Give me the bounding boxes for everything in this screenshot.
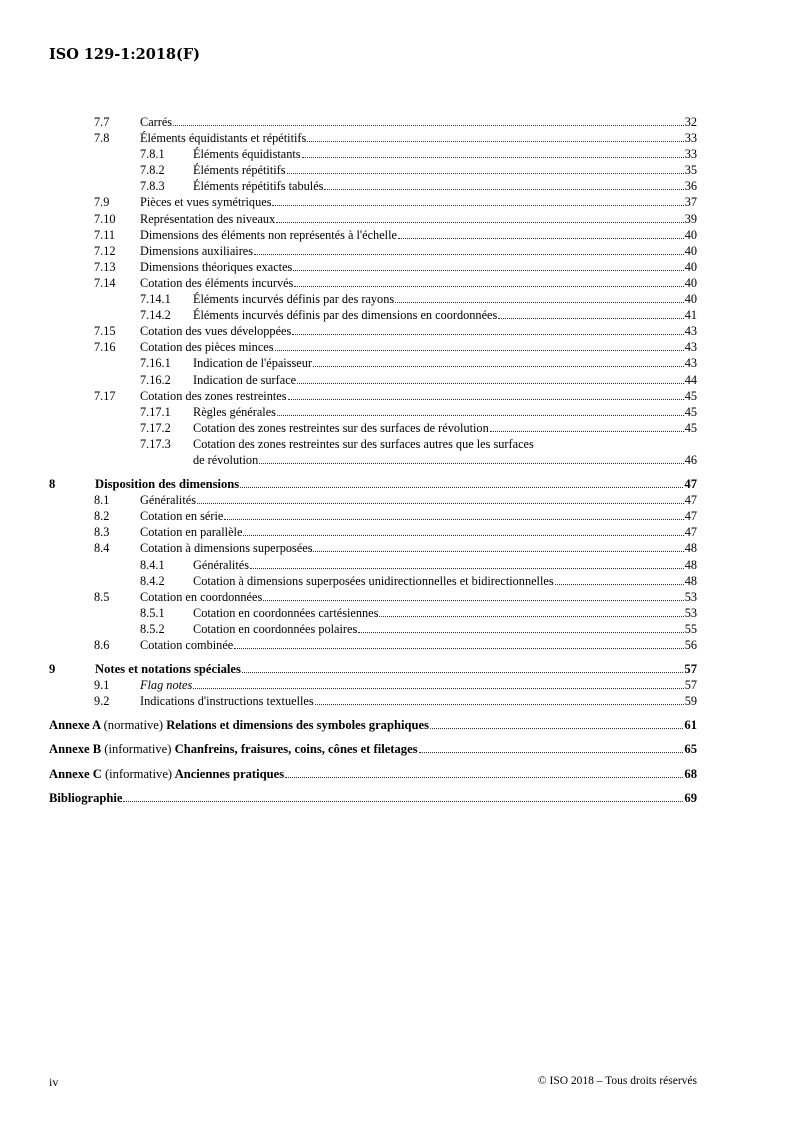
- toc-entry-line: [140, 227, 697, 243]
- toc-entry[interactable]: [0, 693, 793, 709]
- toc-entry[interactable]: [0, 194, 793, 210]
- toc-entry-line: [193, 146, 697, 162]
- annex-type: (informative): [104, 766, 173, 781]
- toc-entry-page: 48: [684, 573, 697, 588]
- dot-leader: [313, 355, 684, 367]
- toc-entry-page: 48: [684, 557, 697, 572]
- section-gap: [0, 733, 793, 741]
- toc-entry-page: 37: [684, 195, 697, 210]
- toc-entry-title: Éléments équidistants et répétitifs: [140, 131, 307, 146]
- toc-entry[interactable]: [0, 605, 793, 621]
- toc-entry-page: 57: [684, 678, 697, 693]
- dot-leader: [297, 372, 684, 384]
- toc-entry-title: de révolution: [193, 452, 259, 467]
- toc-entry-title: Cotation en coordonnées polaires: [193, 621, 358, 636]
- dot-leader: [313, 540, 683, 552]
- dot-leader: [287, 162, 684, 174]
- toc-entry-title: Représentation des niveaux: [140, 211, 276, 226]
- toc-entry-number: 7.15: [94, 324, 116, 339]
- toc-entry[interactable]: [0, 436, 793, 452]
- toc-entry-line: [140, 508, 697, 524]
- toc-entry-line: [140, 259, 697, 275]
- toc-entry-line: [193, 557, 697, 573]
- toc-entry-line: [193, 372, 697, 388]
- toc-entry-page: 59: [684, 694, 697, 709]
- toc-entry-title: Cotation en coordonnées: [140, 589, 263, 604]
- toc-entry-number: 7.8.1: [140, 147, 165, 162]
- toc-entry-title: Dimensions auxiliaires: [140, 243, 254, 258]
- toc-entry-title: Généralités: [193, 557, 249, 572]
- toc-entry-number: 8: [49, 477, 56, 492]
- toc-entry[interactable]: [0, 508, 793, 524]
- toc-entry-page: 43: [684, 324, 697, 339]
- toc-entry-title: Cotation des éléments incurvés: [140, 275, 294, 290]
- dot-leader: [288, 388, 684, 400]
- toc-entry-number: 7.12: [94, 243, 116, 258]
- toc-entry-title: Cotation des zones restreintes sur des surfaces de révolution: [193, 420, 489, 435]
- dot-leader: [275, 339, 684, 351]
- annex-title: Anciennes pratiques: [174, 766, 285, 781]
- toc-entry-title: Cotation combinée: [140, 638, 234, 652]
- dot-leader: [240, 476, 683, 488]
- toc-entry-line: [95, 661, 697, 677]
- toc-entry-line: [193, 420, 697, 436]
- dot-leader: [173, 114, 684, 126]
- toc-entry[interactable]: [0, 114, 793, 130]
- annex-entry[interactable]: [0, 741, 793, 757]
- toc-entry-number: 7.17: [94, 388, 116, 403]
- section-gap: [0, 468, 793, 476]
- toc-entry-line: [193, 452, 697, 468]
- dot-leader: [242, 661, 684, 673]
- toc-entry[interactable]: [0, 420, 793, 436]
- toc-entry-title: Éléments incurvés définis par des rayons: [193, 292, 395, 307]
- toc-entry-title: Cotation à dimensions superposées unidirectionnelles et bidirectionnelles: [193, 573, 554, 588]
- toc-entry[interactable]: [0, 307, 793, 323]
- toc-entry[interactable]: [0, 621, 793, 637]
- copyright-notice: © ISO 2018 – Tous droits réservés: [537, 1075, 697, 1087]
- toc-entry[interactable]: [0, 275, 793, 291]
- toc-entry-number: 7.13: [94, 259, 116, 274]
- toc-entry-line: [140, 243, 697, 259]
- section-gap: [0, 709, 793, 717]
- toc-entry-number: 7.16: [94, 340, 116, 355]
- toc-entry-line: [49, 741, 697, 757]
- toc-entry-page: 40: [684, 243, 697, 258]
- toc-entry-page: 40: [684, 259, 697, 274]
- toc-entry-number: 7.17.2: [140, 420, 171, 435]
- toc-entry-page: 56: [684, 638, 697, 652]
- toc-entry[interactable]: [0, 476, 793, 492]
- toc-entry-line: [49, 790, 697, 806]
- toc-entry-title: Carrés: [140, 115, 173, 129]
- toc-entry-page: 53: [684, 589, 697, 604]
- toc-entry[interactable]: [0, 339, 793, 355]
- toc-entry-line: [193, 291, 697, 307]
- annex-label: Annexe B: [49, 742, 102, 757]
- toc-entry-page: 35: [684, 163, 697, 178]
- toc-entry[interactable]: [0, 323, 793, 339]
- dot-leader: [302, 146, 684, 158]
- toc-entry-title: Éléments répétitifs tabulés: [193, 179, 324, 194]
- toc-entry-page: 55: [684, 621, 697, 636]
- dot-leader: [276, 211, 683, 223]
- annex-label: Annexe C: [49, 766, 102, 781]
- dot-leader: [272, 194, 683, 206]
- annex-title-group: [49, 766, 284, 782]
- toc-entry[interactable]: [0, 243, 793, 259]
- dot-leader: [430, 717, 683, 729]
- toc-entry-number: 7.14.1: [140, 292, 171, 307]
- toc-entry-number: 7.8.3: [140, 179, 165, 194]
- toc-entry-title: Cotation des pièces minces: [140, 340, 274, 355]
- dot-leader: [123, 790, 683, 802]
- toc-entry-page: 40: [684, 292, 697, 307]
- toc-entry-title: Notes et notations spéciales: [95, 662, 241, 677]
- toc-entry-page: 44: [684, 372, 697, 387]
- toc-entry[interactable]: [0, 162, 793, 178]
- toc-entry-line: [140, 524, 697, 540]
- toc-entry-line: [140, 540, 697, 556]
- toc-entry-page: 57: [684, 662, 697, 677]
- toc-entry-line: [140, 589, 697, 605]
- dot-leader: [277, 404, 684, 416]
- toc-entry-line: [140, 492, 697, 508]
- toc-entry-line: [140, 194, 697, 210]
- toc-entry-number: 7.8: [94, 131, 110, 146]
- toc-entry-page: 39: [684, 211, 697, 226]
- toc-entry-number: 9: [49, 662, 56, 677]
- toc-entry-number: 7.14.2: [140, 308, 171, 323]
- toc-entry-number: 7.16.1: [140, 356, 171, 371]
- toc-entry-page: 47: [684, 477, 697, 492]
- toc-entry-number: 7.10: [94, 211, 116, 226]
- toc-entry-number: 8.5.1: [140, 605, 165, 620]
- toc-entry-title: Cotation des zones restreintes: [140, 388, 287, 403]
- dot-leader: [379, 605, 683, 617]
- toc-entry-title: Indications d'instructions textuelles: [140, 694, 314, 709]
- toc-entry[interactable]: [0, 355, 793, 371]
- toc-entry[interactable]: [0, 492, 793, 508]
- toc-entry-page: 45: [684, 404, 697, 419]
- dot-leader: [234, 637, 683, 649]
- section-gap: [0, 758, 793, 766]
- toc-entry-page: 48: [684, 541, 697, 556]
- toc-entry-number: 7.17.1: [140, 404, 171, 419]
- dot-leader: [398, 227, 684, 239]
- toc-entry-line: [193, 605, 697, 621]
- toc-entry[interactable]: [0, 146, 793, 162]
- toc-entry-line: [140, 388, 697, 404]
- dot-leader: [498, 307, 683, 319]
- toc-entry-number: 8.5: [94, 589, 110, 604]
- toc-entry-page: 41: [684, 308, 697, 323]
- toc-entry-line: [140, 114, 697, 130]
- toc-entry-page: 45: [684, 420, 697, 435]
- toc-entry[interactable]: [0, 540, 793, 556]
- toc-entry-line: [140, 677, 697, 693]
- dot-leader: [419, 741, 684, 753]
- dot-leader: [293, 259, 683, 271]
- toc-entry[interactable]: [0, 388, 793, 404]
- dot-leader: [224, 508, 683, 520]
- dot-leader: [324, 178, 683, 190]
- table-of-contents: [0, 114, 793, 806]
- toc-entry-page: 40: [684, 227, 697, 242]
- toc-entry-number: 7.8.2: [140, 163, 165, 178]
- dot-leader: [294, 275, 683, 287]
- toc-entry-page: 53: [684, 605, 697, 620]
- toc-entry-line: [193, 573, 697, 589]
- toc-entry-page: 68: [684, 766, 697, 781]
- toc-entry[interactable]: [0, 211, 793, 227]
- toc-entry-page: 47: [684, 493, 697, 508]
- toc-entry-title: Généralités: [140, 493, 196, 508]
- toc-entry[interactable]: [0, 589, 793, 605]
- toc-entry-line: [193, 178, 697, 194]
- toc-entry[interactable]: [0, 372, 793, 388]
- toc-entry-number: 8.6: [94, 638, 110, 652]
- toc-entry-page: 43: [684, 340, 697, 355]
- toc-entry-title: Cotation en série: [140, 509, 224, 524]
- toc-entry-line: [140, 275, 697, 291]
- dot-leader: [555, 573, 684, 585]
- dot-leader: [292, 323, 683, 335]
- toc-entry-number: 7.14: [94, 275, 116, 290]
- toc-entry-title: Éléments équidistants: [193, 147, 301, 162]
- toc-entry-title: Cotation des vues développées: [140, 324, 292, 339]
- toc-entry-page: 47: [684, 509, 697, 524]
- toc-entry-page: 61: [684, 718, 697, 733]
- bibliography-entry[interactable]: [0, 790, 793, 806]
- toc-entry-number: 8.4.2: [140, 573, 165, 588]
- toc-entry-number: 7.17.3: [140, 436, 171, 451]
- document-header-title: ISO 129-1:2018(F): [49, 46, 201, 63]
- dot-leader: [250, 557, 684, 569]
- toc-entry-page: 47: [684, 525, 697, 540]
- toc-entry-title: Cotation en parallèle: [140, 525, 243, 540]
- toc-entry-line: [193, 404, 697, 420]
- toc-entry[interactable]: [0, 677, 793, 693]
- toc-entry-line: [49, 717, 697, 733]
- toc-entry-page: 33: [684, 147, 697, 162]
- toc-entry-page: 65: [684, 742, 697, 757]
- toc-entry-line: [95, 476, 697, 492]
- dot-leader: [315, 693, 684, 705]
- annex-title-group: [49, 741, 418, 757]
- toc-entry-title: Pièces et vues symétriques: [140, 195, 272, 210]
- dot-leader: [259, 452, 683, 464]
- toc-entry-title: Flag notes: [140, 678, 193, 693]
- toc-entry-line: [193, 307, 697, 323]
- toc-entry[interactable]: [0, 573, 793, 589]
- toc-entry[interactable]: [0, 259, 793, 275]
- page-number: iv: [49, 1075, 59, 1089]
- toc-entry-title: Indication de surface: [193, 372, 297, 387]
- toc-entry-line: [140, 323, 697, 339]
- toc-entry-title: Cotation des zones restreintes sur des surfaces autres que les surfaces: [193, 436, 534, 451]
- toc-entry-title: Règles générales: [193, 404, 276, 419]
- dot-leader: [307, 130, 683, 142]
- dot-leader: [243, 524, 683, 536]
- toc-entry-number: 7.9: [94, 195, 110, 210]
- toc-entry[interactable]: [0, 524, 793, 540]
- toc-entry-line: [193, 436, 697, 452]
- toc-entry-page: 69: [684, 790, 697, 805]
- toc-entry-title: Éléments incurvés définis par des dimensions en coordonnées: [193, 308, 498, 323]
- toc-entry[interactable]: [0, 404, 793, 420]
- toc-entry-page: 43: [684, 356, 697, 371]
- toc-entry[interactable]: [0, 637, 793, 653]
- toc-entry-number: 7.16.2: [140, 372, 171, 387]
- dot-leader: [395, 291, 684, 303]
- toc-entry-line: [140, 693, 697, 709]
- annex-entry[interactable]: [0, 717, 793, 733]
- toc-entry-page: 46: [684, 452, 697, 467]
- toc-entry-title: Cotation à dimensions superposées: [140, 541, 313, 556]
- toc-entry-title: Cotation en coordonnées cartésiennes: [193, 605, 379, 620]
- dot-leader: [358, 621, 683, 633]
- toc-entry-number: 8.2: [94, 509, 110, 524]
- toc-entry-page: 33: [684, 131, 697, 146]
- toc-entry-line: [140, 130, 697, 146]
- toc-entry-page: 40: [684, 275, 697, 290]
- annex-label: Annexe A: [49, 718, 101, 733]
- toc-entry[interactable]: [0, 178, 793, 194]
- toc-entry-number: 7.11: [94, 227, 116, 242]
- toc-entry-title: Dimensions théoriques exactes: [140, 259, 293, 274]
- toc-entry-line: [140, 637, 697, 653]
- annex-title-group: [49, 717, 429, 733]
- toc-entry-line: [193, 162, 697, 178]
- toc-entry-line: [193, 355, 697, 371]
- toc-entry[interactable]: [0, 557, 793, 573]
- toc-entry-title: Disposition des dimensions: [95, 477, 240, 492]
- toc-entry-number: 8.3: [94, 525, 110, 540]
- toc-entry-line: [140, 339, 697, 355]
- toc-entry-title: Éléments répétitifs: [193, 163, 286, 178]
- toc-entry[interactable]: [0, 452, 793, 468]
- dot-leader: [193, 677, 683, 689]
- dot-leader: [254, 243, 684, 255]
- toc-entry-line: [49, 766, 697, 782]
- toc-entry-number: 8.4: [94, 541, 110, 556]
- toc-entry-page: 36: [684, 179, 697, 194]
- toc-entry-page: 45: [684, 388, 697, 403]
- annex-title: Chanfreins, fraisures, coins, cônes et filetages: [174, 742, 418, 757]
- annex-entry[interactable]: [0, 766, 793, 782]
- toc-entry[interactable]: [0, 130, 793, 146]
- toc-entry-title: Indication de l'épaisseur: [193, 356, 312, 371]
- annex-type: (normative): [103, 718, 164, 733]
- toc-entry-number: 7.7: [94, 115, 110, 129]
- toc-entry-page: 32: [684, 115, 697, 129]
- section-gap: [0, 782, 793, 790]
- annex-type: (informative): [104, 742, 172, 757]
- toc-entry-number: 9.1: [94, 678, 110, 693]
- toc-entry-number: 8.5.2: [140, 621, 165, 636]
- toc-entry-number: 8.1: [94, 493, 110, 508]
- toc-entry-number: 9.2: [94, 694, 110, 709]
- bibliography-title: Bibliographie: [49, 790, 123, 805]
- dot-leader: [263, 589, 683, 601]
- toc-entry[interactable]: [0, 227, 793, 243]
- toc-entry-line: [193, 621, 697, 637]
- dot-leader: [285, 766, 683, 778]
- dot-leader: [490, 420, 684, 432]
- toc-entry[interactable]: [0, 291, 793, 307]
- toc-entry-line: [140, 211, 697, 227]
- annex-title: Relations et dimensions des symboles graphiques: [166, 718, 429, 733]
- section-gap: [0, 653, 793, 661]
- dot-leader: [197, 492, 684, 504]
- toc-entry[interactable]: [0, 661, 793, 677]
- toc-entry-number: 8.4.1: [140, 557, 165, 572]
- toc-entry-title: Dimensions des éléments non représentés à l'échelle: [140, 227, 397, 242]
